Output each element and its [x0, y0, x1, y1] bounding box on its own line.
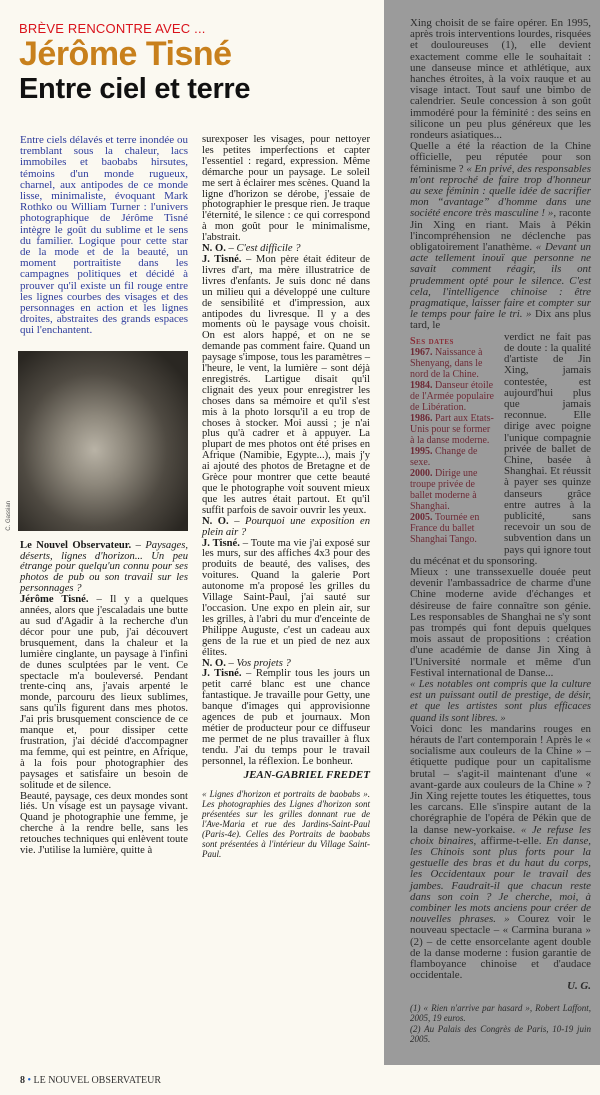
article-header: [0, 0, 380, 105]
date-item: [410, 512, 496, 545]
portrait-photo: [18, 351, 188, 531]
date-year: 1967.: [410, 346, 433, 358]
text: Dix ans plus tard, le: [410, 308, 591, 332]
date-text: Naissance à Shenyang, dans le nord de la Chine.: [410, 346, 483, 380]
answer-text: – Il y a quelques années, alors que j'escaladais une butte au sud d'Agadir à la recherche d'un décor pour une pub, j'ai découvert brusquement, dans la chaleur et la lumière cinglante, un paysage à l'infini de dunes sculptées par le vent. Ce spectacle m'a bouleversé. Pendant trente-cinq ans, j'avais arpenté le monde, parcouru des lieux sublimes, sans qu'ils figurent dans mes photos. J'ai pris brusquement conscience de ce manque et, pour dissiper cette frustration, j'ai décidé d'accompagner ma femme, qui est peintre, en Afrique, à la fois pour photographier des paysages et satisfaire un besoin de solitude et de silence.: [20, 594, 188, 791]
text: , raconte Jin Xing en riant. Mais à Pékin l'incompréhension ne déclenche pas obligatoirement l'anathème.: [410, 207, 591, 254]
article-title: Entre ciel et terre: [19, 73, 251, 105]
date-item: [410, 468, 496, 512]
quote: « Je refuse les choix binaires: [410, 823, 591, 847]
quote: En danse, les Chinois sont plus forts pour la gestuelle des bras et du haut du corps, les Occidentaux pour le travail des jambes. Faudrait-il que chacun reste dans son coin ? Je cherche, moi, à combiner les mots anciens pour créer de nouvelles phrases. »: [410, 834, 591, 926]
text: Voici donc les mandarins rouges en hérauts de l'art contemporain ! Après le « socialisme aux couleurs de la Chine » – étiquette pudique pour un capitalisme brutal – s'agit-il maintenant d'une « avant-garde aux couleurs de la Chine » ? Jin Xing rejette toutes les étiquettes, tous les carcans. Elle s'inspire autant de la chorégraphie de l'opéra de Pékin que de la danse new-yorkaise.: [410, 722, 591, 836]
date-year: 1986.: [410, 412, 433, 424]
question-text: Paysages, déserts, lignes d'horizon... Un peu étrange pour quelqu'un connu pour ses photos de pub ou son travail sur les personnages ?: [20, 539, 188, 595]
speaker: Jérôme Tisné.: [20, 594, 89, 606]
text: Quelle a été la réaction de la Chine officielle, peu réputée pour son féminisme ?: [410, 140, 591, 175]
date-item: [410, 347, 496, 380]
publication-name: LE NOUVEL OBSERVATEUR: [33, 1074, 162, 1086]
bullet-icon: •: [27, 1074, 32, 1086]
paragraph: [410, 141, 591, 331]
speaker: Le Nouvel Observateur.: [20, 539, 132, 551]
date-text: Part aux Etats-Unis pour se former à la danse moderne.: [410, 412, 494, 446]
article-subject-name: Jérôme Tisné: [19, 35, 232, 73]
dates-box: [410, 336, 496, 545]
column-2: [202, 135, 370, 859]
photo-credit: C. Gassian: [6, 500, 12, 531]
quote: « Les notables ont compris que la culture est un puissant outil de prestige, de désir, et que les artistes sont plus efficaces quand ils sont libres. »: [410, 678, 591, 724]
answer-text: – Toute ma vie j'ai exposé sur les murs, sur des affiches 4x3 pour des produits de beauté, des valises, des voitures. Quand la galerie Port autonome m'a proposé les grilles du Village Saint-Paul, j'ai sauté sur l'occasion. Une expo en plein air, sur les grilles, à l'abri du mur d'enceinte de Philippe Auguste, c'est un cadeau aux gens de la rue et un pied de nez aux élites.: [202, 537, 370, 658]
answer-1-continued: Beauté, paysage, ces deux mondes sont liés. Un visage est un paysage vivant. Quand je photographie une femme, je cherche à la rendre belle, sans les retouches techniques qui enlèvent toute vie. J'utilise la lumière, quitte à: [20, 790, 188, 857]
page-footer: [0, 1065, 380, 1095]
date-text: Change de sexe.: [410, 445, 478, 468]
sidebar-panel: [384, 0, 600, 1065]
article-columns: [6, 105, 370, 860]
date-item: [410, 380, 496, 413]
question-3: [202, 517, 370, 539]
section-kicker: BRÈVE RENCONTRE AVEC ...: [19, 21, 206, 36]
quote: « En privé, des responsables m'ont reproché de faire trop d'honneur au sexe féminin : quelle idée de sacrifier mon “avantage” d'homme dans une société encore très masculine ! »: [410, 162, 591, 220]
photo-block: [4, 351, 188, 531]
date-item: [410, 413, 496, 446]
text: , affirme-t-elle.: [473, 834, 547, 847]
author-initials: U. G.: [567, 980, 591, 993]
footnote-1: (1) « Rien n'arrive par hasard », Robert Laffont, 2005, 19 euros.: [410, 1002, 591, 1024]
quote: « Devant un acte tellement inouï que personne ne savait comment réagir, ils ont prudemment opté pour le silence. C'est cela, l'intelligence chinoise : être pragmatique, laisser faire et compter sur le temps pour faire le tri. »: [410, 241, 591, 321]
text: Courez voir le nouveau spectacle – « Carmina burana » (2) – de cette ensorcelante agent double de la danse moderne : fusion garantie de flamboyance chinoise et d'audace occidentale.: [410, 913, 591, 982]
date-item: [410, 446, 496, 468]
date-year: 1984.: [410, 379, 433, 391]
date-year: 1995.: [410, 445, 433, 457]
answer-1: [20, 595, 188, 791]
intro-text: Entre ciels délavés et terre inondée ou tremblant sous la chaleur, lacs immobiles et baobabs hirsutes, témoins d'un monde rugueux, charnel, aux antipodes de ce monde lisse, minimaliste, évoquant Mark Rothko ou William Turner : l'univers photographique de Jérôme Tisné intègre le goût du sublime et le sens du familier. Logique pour cette star de la mode et de la beauté, un moment portraitiste dans les campagnes politiques et décidé à prouver qu'il existe un fil rouge entre les lignes courbes des visages et des personnages en action et les lignes droites, abstraites des grands espaces qui l'enchantent.: [20, 134, 188, 337]
speaker: N. O.: [202, 515, 229, 527]
date-year: 2000.: [410, 467, 433, 479]
date-year: 2005.: [410, 511, 433, 523]
paragraph: surexposer les visages, pour nettoyer les petites imperfections et capter l'essentiel : regard, expression. Même démarche pour un paysage. Le soleil me sert à éclairer mes scènes. Quand la ligne d'horizon se dérobe, j'essaie de photographier le presque rien. Je traque l'éternité, le silence : ce qui correspond à mon goût pour le minimalisme, l'abstrait.: [202, 134, 370, 244]
speaker: J. Tisné.: [202, 253, 242, 265]
date-text: Dirige une troupe privée de ballet moderne à Shanghai.: [410, 467, 478, 512]
paragraph: [410, 724, 591, 982]
answer-2: [202, 255, 370, 517]
answer-4: [202, 669, 370, 767]
page-number: 8: [20, 1074, 25, 1086]
paragraph: verdict ne fait pas de doute : la qualité d'artiste de Jin Xing, jamais contestée, est aujourd'hui plus que jamais reconnue. Elle dirige avec poigne l'unique compagnie privée de ballet de Chine, basée à Shanghai. Et réussit à payer ses quinze danseurs grâce entre autres à la publicité, sans recevoir un sou de subvention dans un pays qui ignore tout du mécénat et du sponsoring.: [410, 330, 591, 567]
question-1: [20, 541, 188, 596]
paragraph: Mieux : une transsexuelle douée peut devenir l'ambassadrice de charme d'une Chine moderne avide d'échanges et désireuse de faire connaître son génie. Les responsables de Shanghai ne s'y sont pas trompés qui font depuis quelques mois assaut de propositions : création d'une académie de danse Jin Xing à l'Université normale et même d'un Festival international de Danse...: [410, 565, 591, 679]
exhibition-caption: « Lignes d'horizon et portraits de baobabs ». Les photographies des Lignes d'horizon sont présentées sur les grilles donnant rue de l'Ave-Maria et rue des Jardins-Saint-Paul (Paris-4e). Celles des Portraits de baobabs sont présentées à l'intérieur du Village Saint-Paul.: [202, 789, 370, 860]
speaker: N. O.: [202, 657, 226, 669]
author-signature: JEAN-GABRIEL FREDET: [243, 768, 370, 781]
dates-heading: Ses dates: [410, 335, 454, 347]
date-text: Danseur étoile de l'Armée populaire de Libération.: [410, 379, 494, 413]
footnote-2: (2) Au Palais des Congrès de Paris, 10-19 juin 2005.: [410, 1023, 591, 1045]
column-1: [6, 134, 188, 859]
right-column: [410, 18, 591, 1045]
answer-text: – Mon père était éditeur de livres d'art, ma mère illustratrice de livres d'enfants. Je suis donc né dans un milieu qui a développé une culture de sensibilité et d'impression, aux antipodes du livresque. Il y a des moments où le paysage vous choisit. On: [202, 253, 370, 342]
question-text: – C'est difficile ?: [225, 243, 301, 255]
question-text: – Vos projets ?: [225, 657, 291, 669]
paragraph: Xing choisit de se faire opérer. En 1995, après trois interventions lourdes, risquées et douloureuses (1), elle devient exactement comme elle le souhaitait : une danseuse mince et athlétique, aux hanches étroites, à la voix rauque et au visage intact. Tout sauf une bimbo de calendrier. Seule concession à son goût immodéré pour la féminité : des seins en silicone un peu plus généreux que les rondeurs asiatiques...: [410, 17, 591, 142]
answer-text: – Remplir tous les jours un petit carré blanc est une chance fantastique. Je travaille pour Getty, une banque d'images qui approvisionne agences de pub et journaux. Mon métier de producteur pour ce diffuseur me permet de ne plus travailler à flux tendu. J'ai du temps pour le travail personnel, la réflexion. Le bonheur.: [202, 668, 370, 767]
answer-2-continued: est alors happé, et on ne se demande pas comment faire. Quand un paysage s'impose, tous les paramètres – l'heure, le vent, la lumière – sont déjà enregistrés. Lartigue disait qu'il clignait des yeux pour enregistrer les choses dans sa mémoire et qu'il s'est mis à la photo lorsqu'il a eu trop de choses à stocker. Moi aussi ; je n'ai plus qu'à cadrer et à appuyer. La plupart de mes photos ont été prises en Afrique (Namibie, Egypte...), mais j'y ai ajouté des photos de Bretagne et de Grèce pour montrer que cette beauté que le photographe voit souvent mieux que les autres était partout. Et qu'il suffit parfois de savoir ouvrir les yeux.: [202, 330, 370, 516]
speaker: J. Tisné.: [202, 668, 242, 680]
date-text: Tournée en France du ballet Shanghai Tango.: [410, 511, 480, 545]
question-text: – Pourquoi une exposition en plein air ?: [202, 515, 370, 538]
speaker: J. Tisné.: [202, 537, 240, 549]
speaker: N. O.: [202, 243, 226, 255]
dash: –: [131, 539, 146, 551]
answer-3: [202, 539, 370, 659]
